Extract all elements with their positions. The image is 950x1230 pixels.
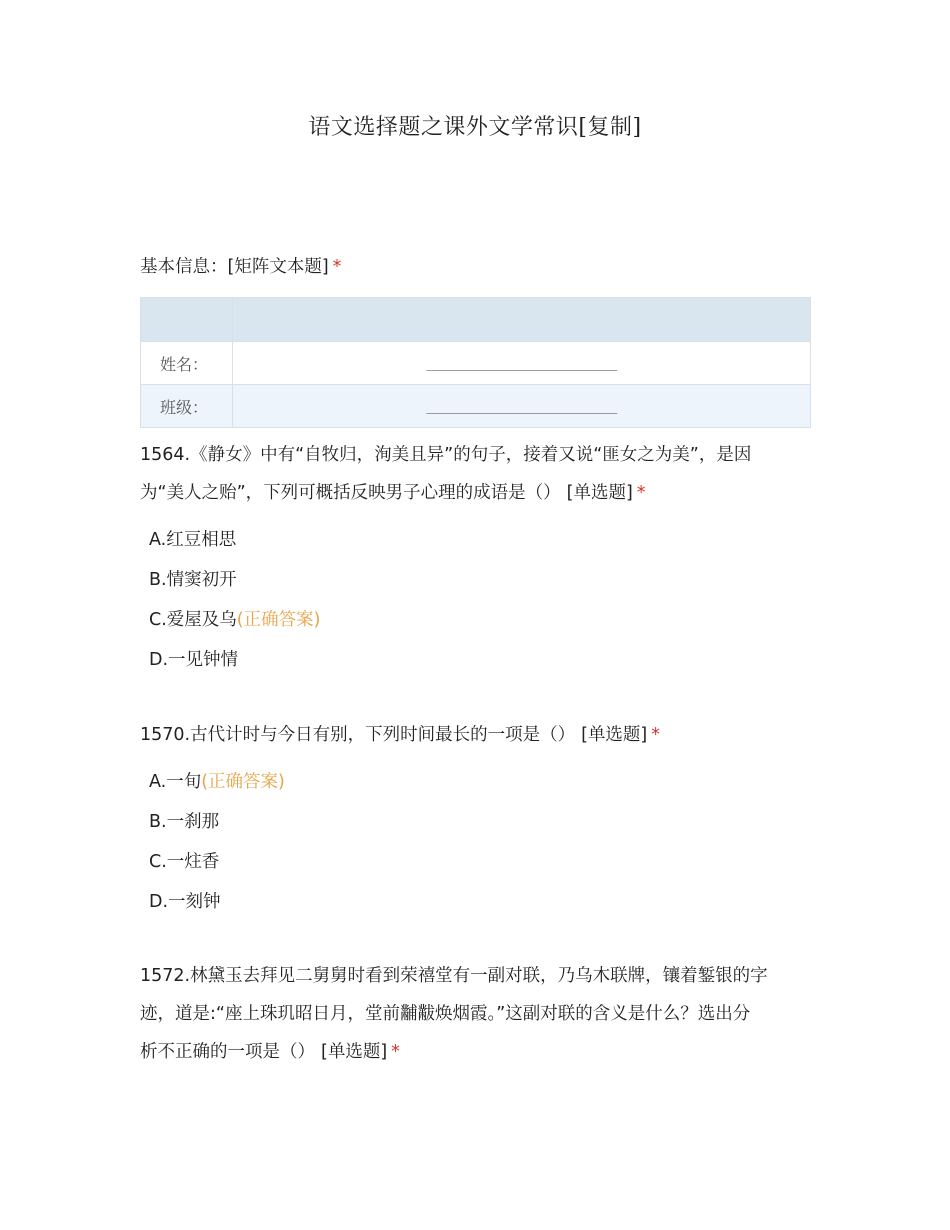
option-text: C.爱屋及乌 bbox=[149, 610, 237, 630]
class-input[interactable]: ________________________ bbox=[233, 385, 811, 428]
correct-answer-tag: (正确答案) bbox=[201, 772, 285, 792]
option-a[interactable] bbox=[149, 520, 810, 560]
basic-info-section bbox=[140, 248, 810, 428]
matrix-row-name bbox=[141, 342, 811, 385]
question-1572 bbox=[140, 957, 810, 1071]
required-mark: * bbox=[391, 1042, 400, 1062]
matrix-header-cell bbox=[233, 298, 811, 342]
question-text: 析不正确的一项是（） bbox=[140, 1042, 315, 1062]
basic-info-matrix bbox=[140, 297, 811, 428]
question-type: [单选题] bbox=[566, 483, 633, 503]
matrix-header-cell bbox=[141, 298, 233, 342]
required-mark: * bbox=[651, 725, 661, 745]
question-text-line bbox=[140, 716, 810, 754]
question-text-line: 迹，道是:“座上珠玑昭日月，堂前黼黻焕烟霞。”这副对联的含义是什么？选出分 bbox=[140, 1004, 751, 1024]
matrix-row-class bbox=[141, 385, 811, 428]
question-text-line bbox=[140, 474, 810, 512]
option-text: A.一旬 bbox=[149, 772, 202, 792]
option-d[interactable] bbox=[149, 640, 810, 680]
option-b[interactable] bbox=[149, 560, 810, 600]
class-label: 班级： bbox=[141, 385, 233, 428]
name-input[interactable]: ________________________ bbox=[233, 342, 811, 385]
option-c[interactable] bbox=[149, 600, 810, 640]
required-mark: * bbox=[332, 257, 342, 277]
required-mark: * bbox=[636, 483, 646, 503]
page-title: 语文选择题之课外文学常识[复制] bbox=[308, 115, 642, 140]
basic-info-heading bbox=[140, 248, 810, 286]
question-1570 bbox=[140, 716, 810, 922]
option-text: D.一见钟情 bbox=[149, 650, 239, 670]
option-a[interactable] bbox=[149, 762, 810, 802]
question-text-line: 1572.林黛玉去拜见二舅舅时看到荣禧堂有一副对联，乃乌木联牌，镶着錾银的字 bbox=[140, 966, 768, 986]
question-1564 bbox=[140, 436, 810, 680]
question-type: [单选题] bbox=[581, 725, 648, 745]
correct-answer-tag: (正确答案) bbox=[236, 610, 321, 630]
question-text-line bbox=[140, 1033, 810, 1071]
question-text: 1570.古代计时与今日有别，下列时间最长的一项是（） bbox=[140, 725, 576, 745]
option-d[interactable] bbox=[149, 882, 810, 922]
name-label: 姓名： bbox=[141, 342, 233, 385]
option-list bbox=[140, 520, 810, 680]
option-c[interactable] bbox=[149, 842, 810, 882]
option-text: D.一刻钟 bbox=[149, 892, 221, 912]
option-list bbox=[140, 762, 810, 922]
option-text: A.红豆相思 bbox=[149, 530, 237, 550]
question-text: 为“美人之贻”，下列可概括反映男子心理的成语是（） bbox=[140, 483, 561, 503]
matrix-header-row bbox=[141, 298, 811, 342]
option-text: B.情窦初开 bbox=[149, 570, 237, 590]
option-b[interactable] bbox=[149, 802, 810, 842]
question-type: [单选题] bbox=[321, 1042, 388, 1062]
option-text: C.一炷香 bbox=[149, 852, 220, 872]
option-text: B.一刹那 bbox=[149, 812, 220, 832]
basic-info-label: 基本信息：[矩阵文本题] bbox=[140, 257, 329, 277]
question-text-line: 1564.《静女》中有“自牧归，洵美且异”的句子，接着又说“匪女之为美”，是因 bbox=[140, 445, 752, 465]
